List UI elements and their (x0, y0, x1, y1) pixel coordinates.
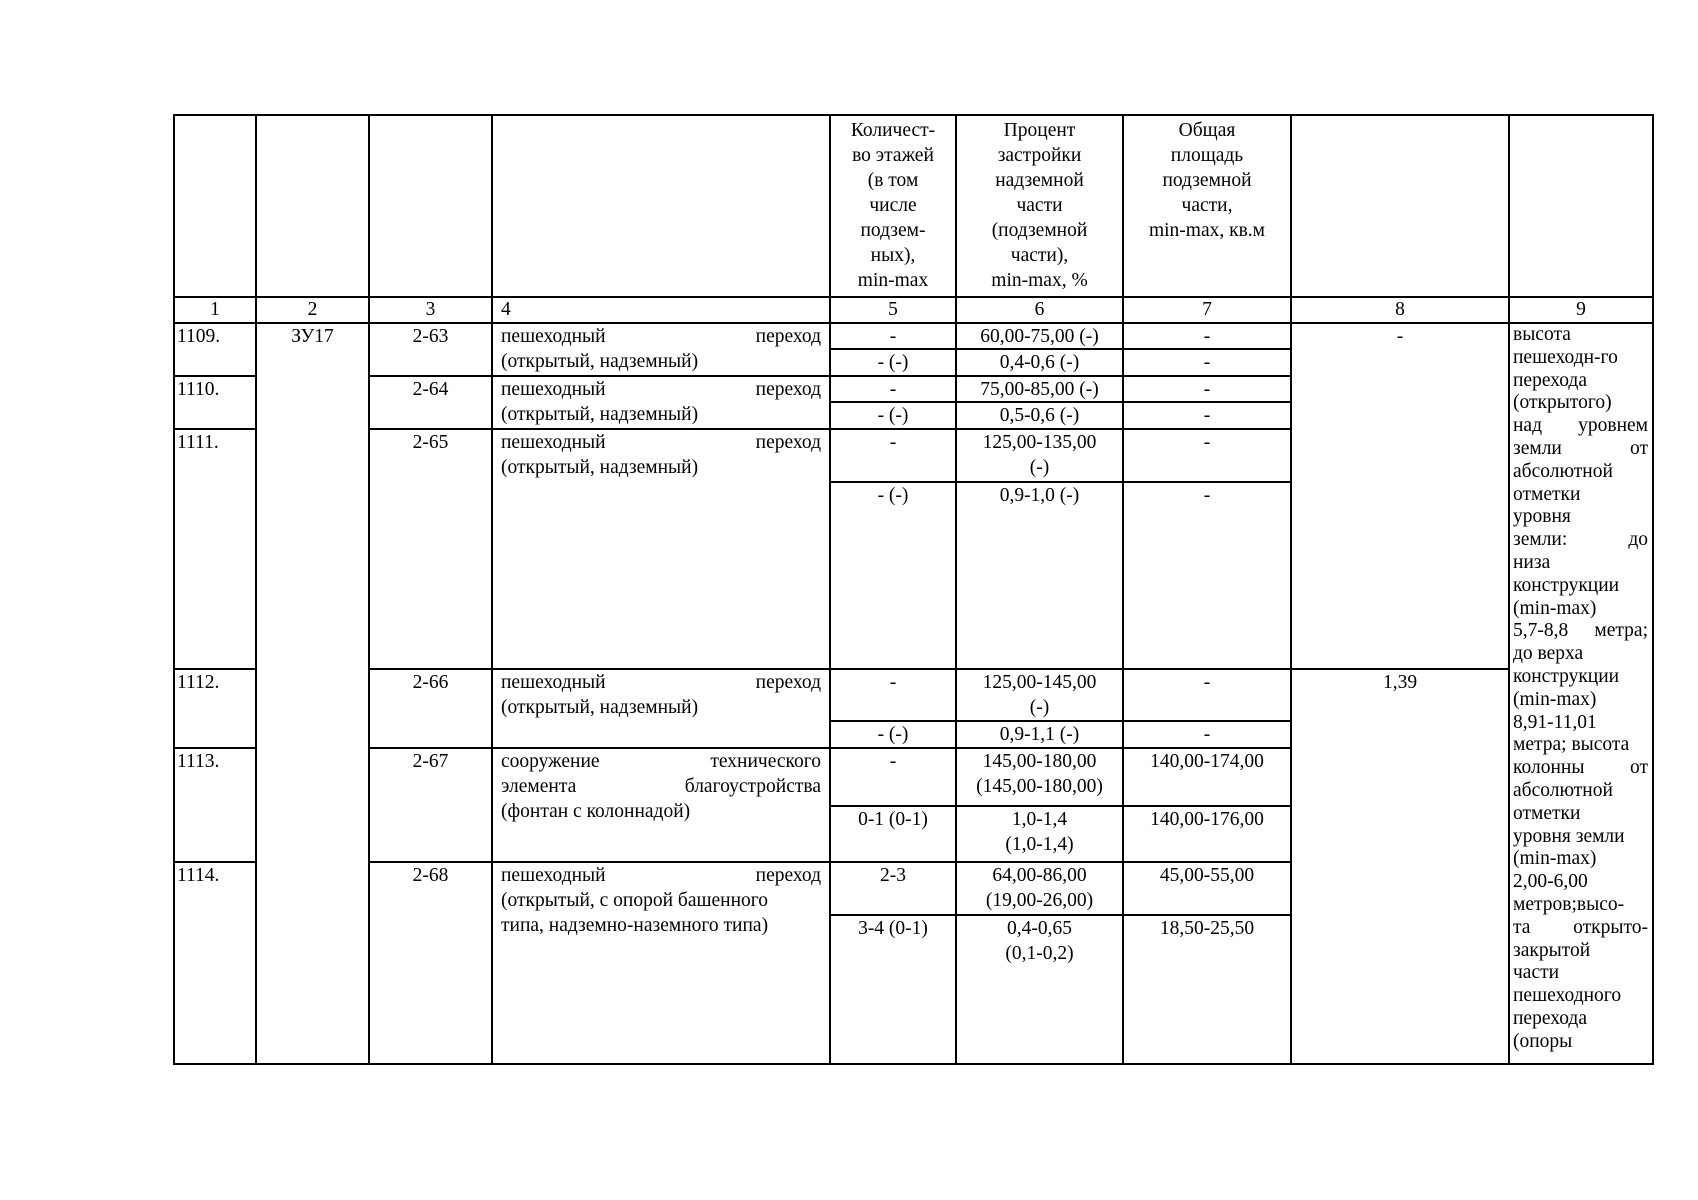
col9-word: 5,7-8,8 (1513, 620, 1569, 642)
row-floors-underground: - (-) (877, 724, 909, 745)
column-number-9: 9 (1576, 299, 1586, 320)
row-floors-underground: - (-) (877, 352, 909, 373)
row-building-percent-underground: 0,4-0,6 (-) (999, 352, 1080, 373)
row-area-underground: 140,00-176,00 (1150, 809, 1264, 830)
col9-line (1513, 415, 1648, 438)
col9-line: уровня (1513, 506, 1571, 528)
row-building-percent-underground: 0,9-1,0 (-) (999, 485, 1080, 506)
row-floors: - (889, 326, 897, 347)
row-name-line-word: сооружение (501, 751, 600, 772)
row-name-line-word: переход (755, 379, 821, 400)
col9-line: конструкции (1513, 665, 1620, 687)
column-number-7: 7 (1202, 299, 1212, 320)
row-area-underground: - (1203, 405, 1211, 426)
row-name-line: (открытый, надземный) (501, 351, 699, 372)
row-floors-underground: 3-4 (0-1) (858, 918, 928, 939)
col9-line: (min-max) (1513, 597, 1597, 619)
col9-line: уровня земли (1513, 825, 1625, 847)
row-floors-underground: - (-) (877, 485, 909, 506)
row-building-percent-underground: 0,5-0,6 (-) (999, 405, 1080, 426)
col9-word: уровнем (1578, 415, 1648, 437)
table-column-rule (368, 114, 370, 1065)
col9-word: открыто- (1573, 916, 1648, 938)
row-floors: - (889, 432, 897, 453)
row-floors: - (889, 379, 897, 400)
col9-word: до (1628, 529, 1648, 551)
col9-line (1513, 529, 1648, 552)
col9-word: земли (1513, 437, 1562, 459)
row-building-percent: 64,00-86,00 (19,00-26,00) (985, 865, 1094, 911)
row-name-line-word: переход (755, 865, 821, 886)
col9-line (1513, 757, 1648, 780)
col9-line: 8,91-11,01 (1513, 711, 1597, 733)
table-column-rule (1290, 114, 1292, 1065)
row-name-line-word: пешеходный (501, 326, 606, 347)
row-name-line-word: пешеходный (501, 865, 606, 886)
row-number: 1110. (177, 379, 220, 400)
col9-line: метров;высо- (1513, 893, 1625, 915)
row-area-underground: - (1203, 724, 1211, 745)
col9-word: земли: (1513, 529, 1568, 551)
col9-line: части (1513, 962, 1560, 984)
col9-line: отметки (1513, 483, 1581, 505)
row-name-line (501, 377, 821, 402)
col9-word: метра; (1594, 620, 1648, 642)
header-underground-area: Общая площадь подземной части, min-max, кв.м (1148, 120, 1266, 241)
row-area: - (1203, 379, 1211, 400)
row-area: - (1203, 672, 1211, 693)
row-number: 1109. (177, 326, 221, 347)
column-number-1: 1 (210, 299, 220, 320)
row-name-line: (открытый, надземный) (501, 404, 699, 425)
col9-line: пешеходного (1513, 985, 1622, 1007)
row-name-line (501, 774, 821, 799)
row-area-underground: - (1203, 485, 1211, 506)
column-number-2: 2 (307, 299, 318, 320)
table-column-rule (1508, 114, 1510, 1065)
table-column-rule (173, 114, 175, 1065)
row-name-line-word: технического (710, 751, 821, 772)
col9-line: абсолютной (1513, 460, 1613, 482)
col9-line: (min-max) (1513, 848, 1597, 870)
row-number: 1114. (177, 865, 220, 886)
column-number-8: 8 (1395, 299, 1405, 320)
row-building-percent-underground: 1,0-1,4 (1,0-1,4) (1005, 809, 1074, 855)
row-name-line (501, 863, 821, 888)
row-name-line: (открытый, с опорой башенного (501, 890, 769, 911)
col9-word: от (1629, 757, 1648, 779)
row-name-line: (открытый, надземный) (501, 697, 699, 718)
col9-line: пешеходн-го (1513, 346, 1618, 368)
col9-line: конструкции (1513, 574, 1620, 596)
col9-line: абсолютной (1513, 779, 1613, 801)
col9-line: отметки (1513, 802, 1581, 824)
row-building-percent: 125,00-135,00 (-) (982, 432, 1097, 478)
column-number-3: 3 (425, 299, 436, 320)
table-column-rule (1652, 114, 1654, 1065)
row-name-line: типа, надземно-наземного типа) (501, 915, 769, 936)
col9-line: перехода (1513, 369, 1588, 391)
row-area: 45,00-55,00 (1159, 865, 1255, 886)
col9-line: низа (1513, 551, 1551, 573)
row-building-percent-underground: 0,9-1,1 (-) (999, 724, 1080, 745)
row-code: 2-68 (412, 865, 449, 886)
row-name-line: (открытый, надземный) (501, 457, 699, 478)
col9-word: над (1513, 415, 1543, 437)
table-column-rule (255, 114, 257, 1065)
row-building-percent: 145,00-180,00 (145,00-180,00) (976, 751, 1103, 797)
row-area: - (1203, 326, 1211, 347)
col9-word: та (1513, 916, 1531, 938)
row-name-line-word: благоустройства (684, 776, 821, 797)
header-building-percent: Процент застройки надземной части (подземной части), min-max, % (991, 120, 1088, 291)
row-name-line-word: переход (755, 432, 821, 453)
row-name-line-word: пешеходный (501, 379, 606, 400)
row-name-line-word: переход (755, 672, 821, 693)
col9-line: высота (1513, 324, 1571, 345)
row-building-percent: 60,00-75,00 (-) (980, 326, 1099, 347)
row-name-line (501, 670, 821, 695)
row-floors: - (889, 751, 897, 772)
row-code: 2-67 (412, 751, 449, 772)
col9-line: (опоры (1513, 1030, 1573, 1052)
row-area-underground: 18,50-25,50 (1159, 918, 1255, 939)
col9-text (1513, 324, 1648, 1054)
row-name-line (501, 324, 821, 349)
row-floors-underground: - (-) (877, 405, 909, 426)
table-bottom-border (173, 1063, 1654, 1065)
col9-word: от (1629, 437, 1648, 459)
col9-word: колонны (1513, 757, 1585, 779)
row-name-line-word: переход (755, 326, 821, 347)
row-floors: 2-3 (880, 865, 906, 886)
col9-line (1513, 620, 1648, 643)
row-number: 1112. (177, 672, 220, 693)
row-area-underground: - (1203, 352, 1211, 373)
col9-line: (открытого) (1513, 392, 1612, 414)
row-building-percent: 125,00-145,00 (-) (982, 672, 1097, 718)
col9-line: закрытой (1513, 939, 1591, 961)
row-code: 2-64 (412, 379, 449, 400)
column-number-4: 4 (501, 299, 511, 320)
col8-lower-value: 1,39 (1382, 672, 1418, 693)
row-code: 2-63 (412, 326, 449, 347)
row-name-line-word: пешеходный (501, 672, 606, 693)
column-number-6: 6 (1034, 299, 1045, 320)
row-name-line: (фонтан с колоннадой) (501, 801, 691, 822)
row-name-line-word: элемента (501, 776, 577, 797)
row-code: 2-66 (412, 672, 449, 693)
table-column-rule (491, 114, 493, 1065)
col9-line: перехода (1513, 1007, 1588, 1029)
zone-code: ЗУ17 (291, 326, 334, 347)
column-number-5: 5 (888, 299, 898, 320)
row-area: - (1203, 432, 1211, 453)
row-building-percent-underground: 0,4-0,65 (0,1-0,2) (1005, 918, 1074, 964)
row-area: 140,00-174,00 (1150, 751, 1264, 772)
row-name-line (501, 749, 821, 774)
col9-line (1513, 438, 1648, 461)
table-top-border (173, 114, 1654, 116)
row-name-line-word: пешеходный (501, 432, 606, 453)
row-building-percent: 75,00-85,00 (-) (980, 379, 1099, 400)
col9-line: до верха (1513, 643, 1584, 665)
col9-line: (min-max) (1513, 688, 1597, 710)
row-floors: - (889, 672, 897, 693)
header-floors: Количест- во этажей (в том числе подзем- ных), min-max (850, 120, 936, 291)
row-number: 1111. (177, 432, 219, 453)
col9-line: метра; высота (1513, 734, 1630, 756)
col8-upper-value: - (1396, 326, 1404, 347)
row-number: 1113. (177, 751, 220, 772)
col9-line (1513, 917, 1648, 940)
row-code: 2-65 (412, 432, 449, 453)
row-name-line (501, 430, 821, 455)
col9-line: 2,00-6,00 (1513, 871, 1588, 893)
row-floors-underground: 0-1 (0-1) (858, 809, 928, 830)
